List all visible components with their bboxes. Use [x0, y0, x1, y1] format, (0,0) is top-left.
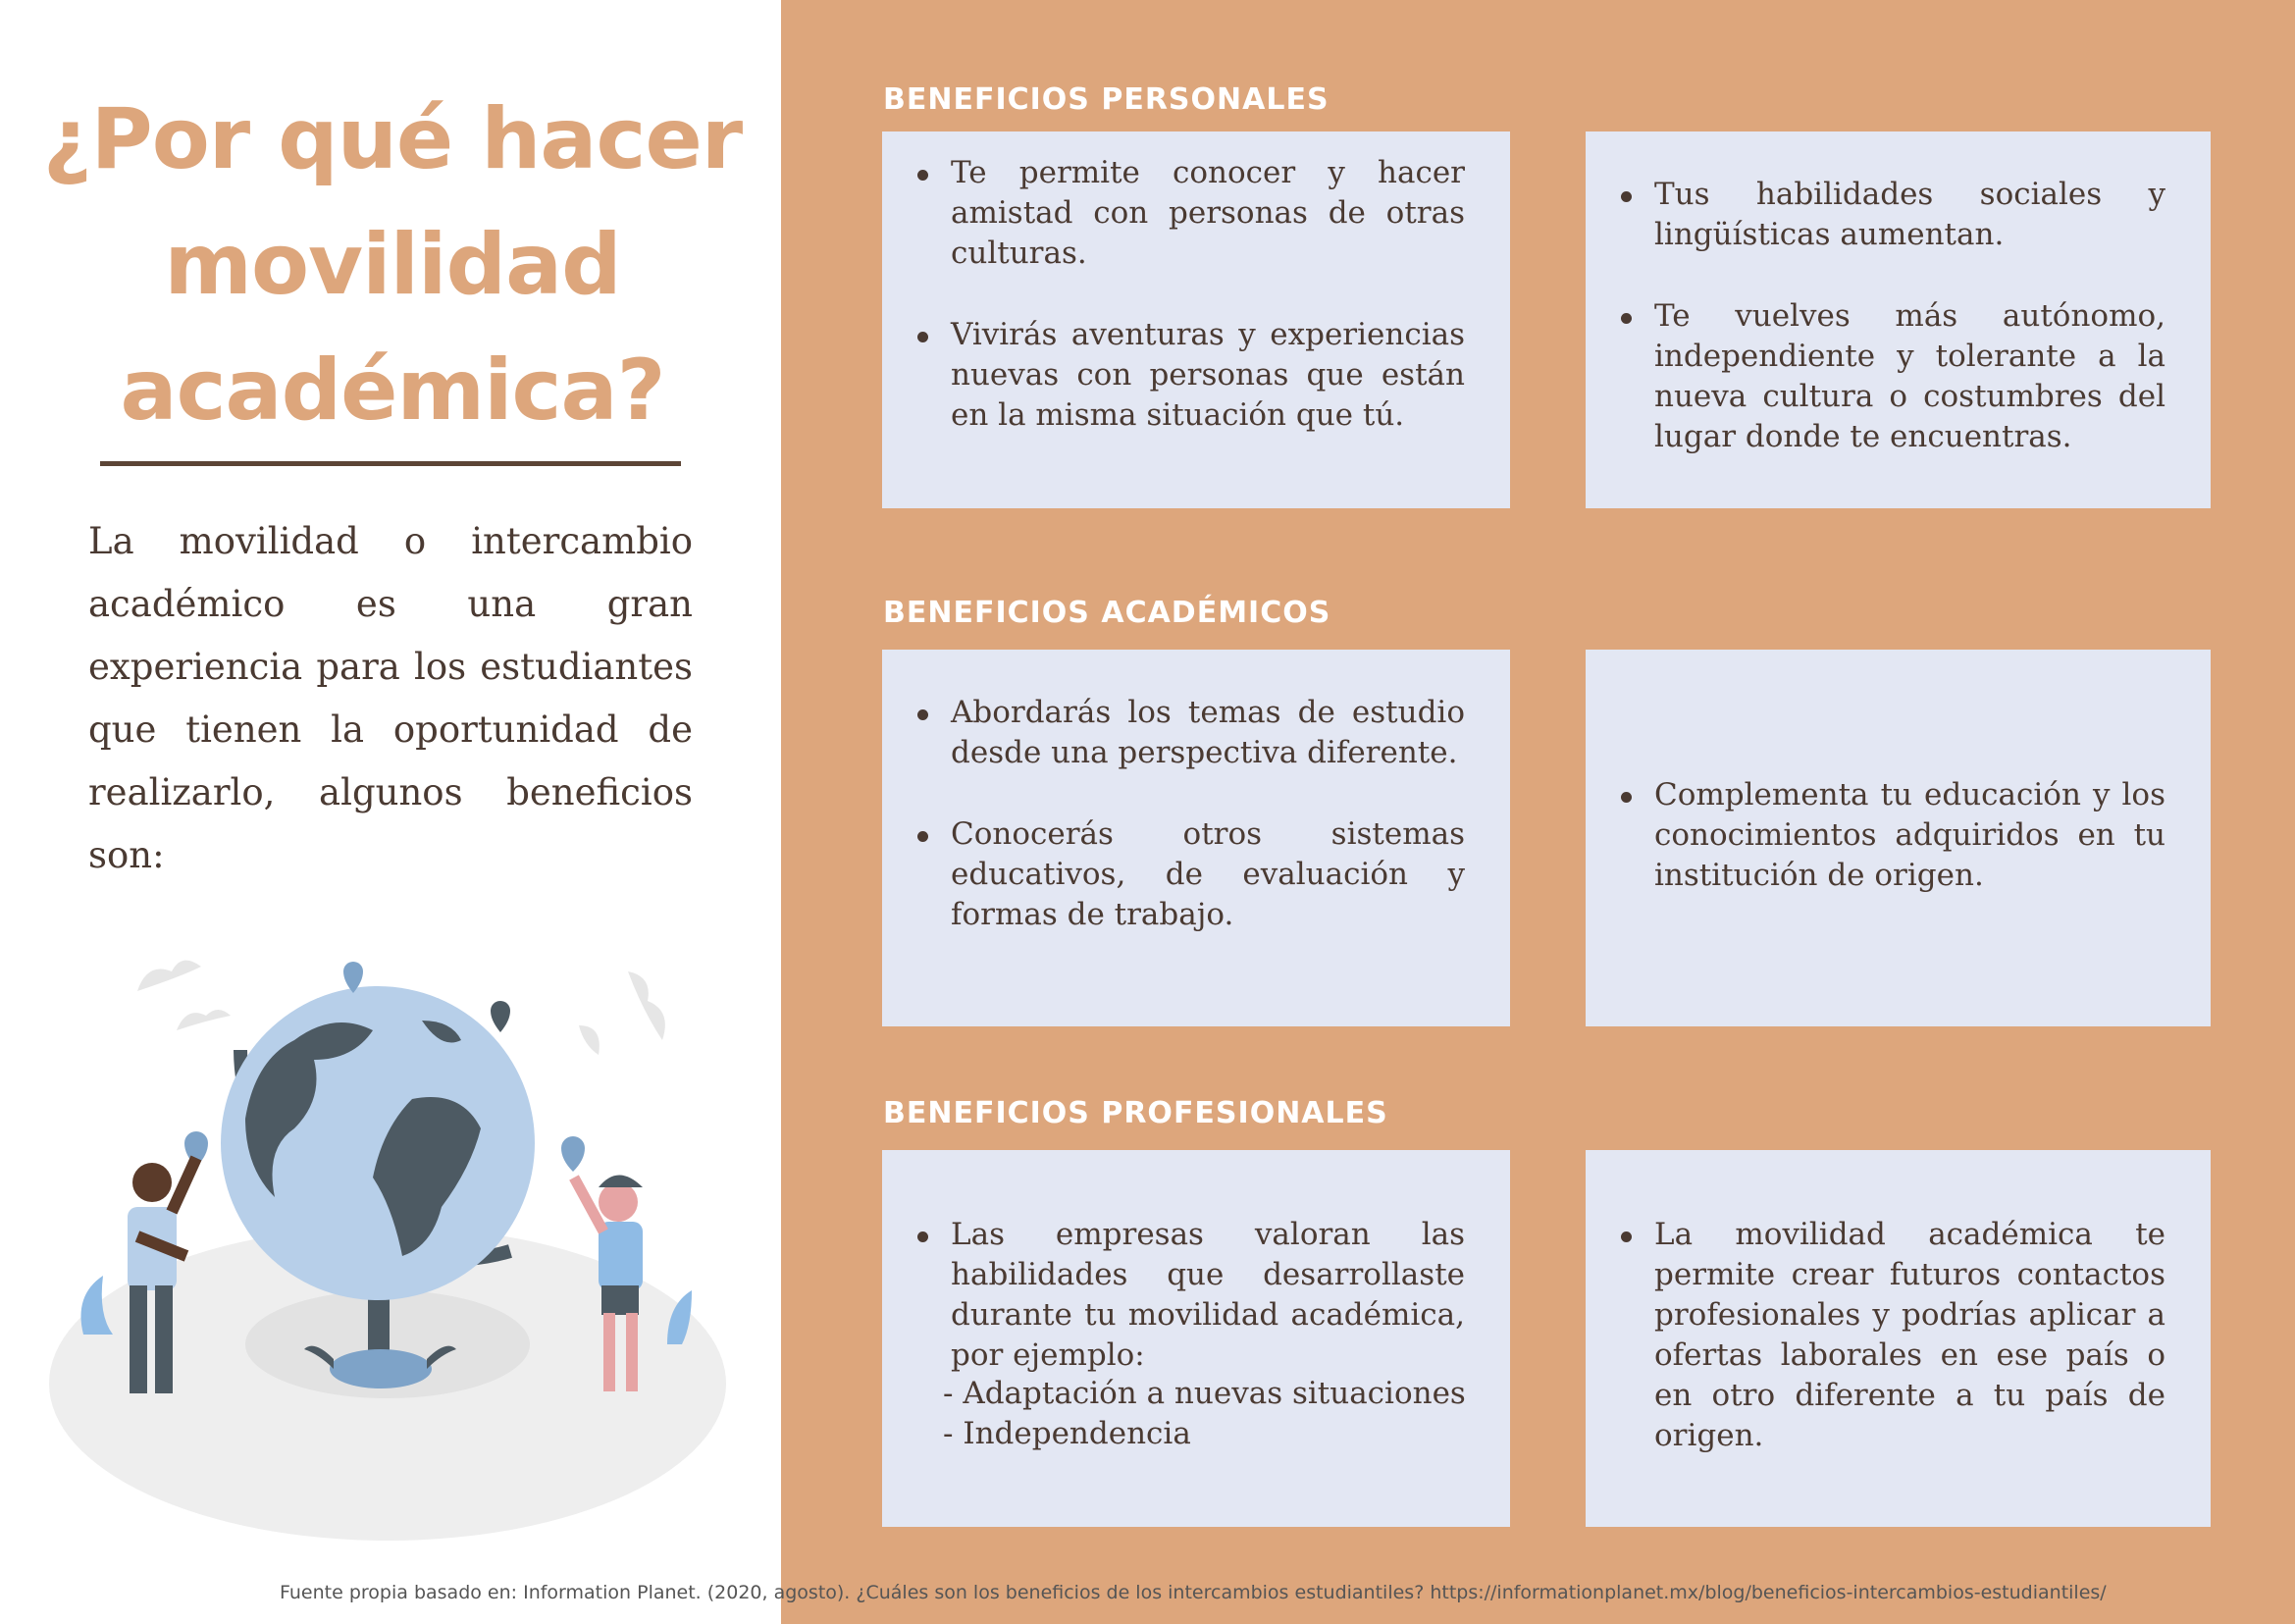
- list-item: Te vuelves más autónomo, independiente y tolerante a la nueva cultura o costumbres del lugar donde te encuentras.: [1654, 296, 2165, 457]
- card-profesionales-1: [882, 1150, 1510, 1527]
- list-item: Conocerás otros sistemas educativos, de evaluación y formas de trabajo.: [951, 814, 1465, 935]
- title-divider: [100, 461, 681, 466]
- section-heading-profesionales: BENEFICIOS PROFESIONALES: [883, 1096, 1388, 1130]
- list-item: Abordarás los temas de estudio desde una perspectiva diferente.: [951, 693, 1465, 773]
- list-item: La movilidad académica te permite crear futuros contactos profesionales y podrías aplicar a ofertas laborales en ese país o en otro diferente a tu país de origen.: [1654, 1215, 2165, 1456]
- list-item: Vivirás aventuras y experiencias nuevas con personas que están en la misma situación que tú.: [951, 315, 1465, 436]
- card-personales-1: [882, 131, 1510, 508]
- section-heading-academicos: BENEFICIOS ACADÉMICOS: [883, 596, 1331, 630]
- source-footer: Fuente propia basado en: Information Planet. (2020, agosto). ¿Cuáles son los beneficios de los intercambios estudiantiles? https://informationplanet.mx/blog/beneficios-intercambios-estudiantiles/: [280, 1582, 2107, 1603]
- title-line-2: movilidad: [164, 216, 621, 314]
- title-line-1: ¿Por qué hacer: [42, 90, 743, 188]
- list-item: Te permite conocer y hacer amistad con personas de otras culturas.: [951, 153, 1465, 274]
- section-heading-personales: BENEFICIOS PERSONALES: [883, 82, 1330, 117]
- card-profesionales-2: [1586, 1150, 2211, 1527]
- list-item: Las empresas valoran las habilidades que desarrollaste durante tu movilidad académica, por ejemplo:: [951, 1215, 1465, 1376]
- intro-paragraph: La movilidad o intercambio académico es una gran experiencia para los estudiantes que tienen la oportunidad de realizarlo, algunos beneficios son:: [88, 520, 693, 876]
- page-title: [39, 77, 746, 453]
- example-item: - Independencia: [943, 1416, 1191, 1451]
- list-item: Complementa tu educación y los conocimientos adquiridos en tu institución de origen.: [1654, 775, 2165, 896]
- list-item: Tus habilidades sociales y lingüísticas aumentan.: [1654, 175, 2165, 255]
- card-personales-2: [1586, 131, 2211, 508]
- globe-with-students-icon: [49, 922, 736, 1550]
- card-academicos-1: [882, 650, 1510, 1026]
- example-item: - Adaptación a nuevas situaciones: [943, 1376, 1466, 1411]
- example-list: [943, 1374, 1471, 1454]
- title-line-3: académica?: [120, 341, 665, 440]
- card-academicos-2: [1586, 650, 2211, 1026]
